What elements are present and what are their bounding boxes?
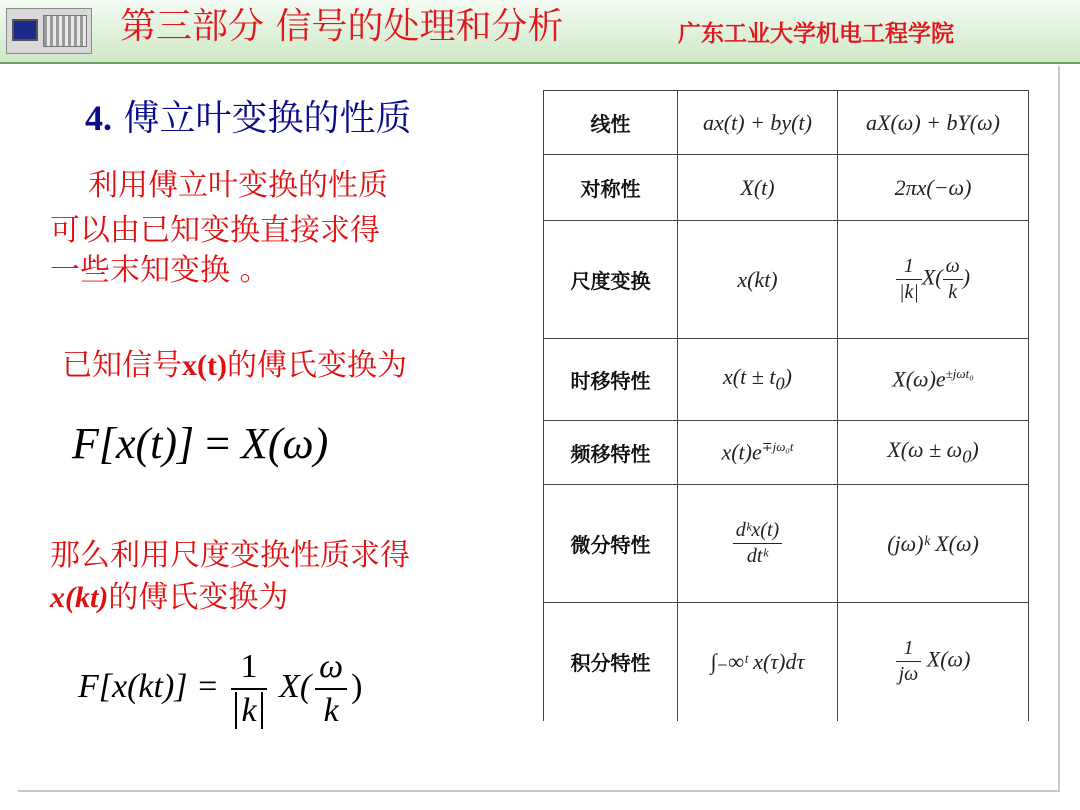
formula1-rhs: X(ω): [241, 419, 329, 468]
header-subtitle: 广东工业大学机电工程学院: [678, 21, 954, 47]
fourier-formula: [72, 418, 328, 469]
known-suffix: 的傅氏变换为: [226, 348, 407, 383]
intro-line-1: 利用傅立叶变换的性质: [88, 168, 388, 203]
row-time: X(t): [678, 155, 838, 221]
table-row: [544, 603, 1029, 721]
row-freq: $\frac{1}{j\omega}$ X(ω): [838, 603, 1029, 721]
row-freq: aX(ω) + bY(ω): [838, 91, 1029, 155]
row-name: 时移特性: [544, 339, 678, 421]
row-freq: 2πx(−ω): [838, 155, 1029, 221]
formula2-fraction: [231, 648, 266, 730]
row-freq: [838, 221, 1029, 339]
header-title: 第三部分 信号的处理和分析: [120, 6, 564, 47]
row-time: ∫₋∞ᵗ x(τ)dτ: [678, 603, 838, 721]
row-time: x(kt): [678, 221, 838, 339]
scale-omega: ω: [945, 255, 960, 277]
formula1-lhs: F[x(t)]: [72, 419, 195, 468]
scale-num: 1: [903, 255, 914, 277]
formula2-close: ): [351, 667, 363, 705]
row-name: 频移特性: [544, 421, 678, 485]
known-signal-text: [62, 345, 407, 387]
table-row: [544, 421, 1029, 485]
table-row: [544, 155, 1029, 221]
formula2-k: k: [315, 688, 347, 730]
scaling-line-1: 那么利用尺度变换性质求得: [50, 538, 410, 573]
scope-panel: [43, 15, 87, 47]
formula2-inner-fraction: [315, 648, 347, 730]
row-time: $x(t \pm t_0)$: [678, 339, 838, 421]
intro-line-3: 一些末知变换 。: [50, 253, 270, 288]
row-name: 微分特性: [544, 485, 678, 603]
scaling-line-2: [50, 577, 288, 619]
row-freq: (jω)ᵏ X(ω): [838, 485, 1029, 603]
section-title-text: 傅立叶变换的性质: [123, 98, 412, 139]
known-prefix: 已知信号: [62, 348, 182, 383]
row-time: ax(t) + by(t): [678, 91, 838, 155]
row-name: 线性: [544, 91, 678, 155]
scale-k: k: [943, 279, 963, 304]
section-title: [85, 90, 411, 141]
scaling-signal: x(kt): [50, 581, 109, 614]
table-row: [544, 221, 1029, 339]
row-time: $x(t)e^{\mp j\omega_0t}$: [678, 421, 838, 485]
oscilloscope-icon: [6, 8, 92, 54]
known-signal: x(t): [182, 349, 227, 382]
formula2-omega: ω: [319, 648, 344, 685]
row-name: 对称性: [544, 155, 678, 221]
scale-mid: X(: [921, 264, 943, 290]
scale-den: |k|: [896, 279, 922, 304]
formula1-eq: =: [205, 419, 231, 468]
row-freq: $X(\omega \pm \omega_0)$: [838, 421, 1029, 485]
header-bar: [0, 0, 1080, 64]
row-time: dᵏx(t) dtᵏ: [678, 485, 838, 603]
formula2-lhs: F[x(kt)] =: [78, 667, 219, 705]
table-row: [544, 91, 1029, 155]
formula2-den: k: [235, 692, 262, 729]
section-number: 4.: [85, 98, 112, 138]
formula2-num: 1: [240, 648, 258, 685]
table-row: [544, 339, 1029, 421]
row-name: 尺度变换: [544, 221, 678, 339]
row-freq: $X(\omega)e^{\pm j\omega t_0}$: [838, 339, 1029, 421]
scope-screen: [12, 19, 38, 41]
fourier-properties-table: [543, 90, 1029, 721]
scaling-suffix: 的傅氏变换为: [108, 580, 289, 615]
row-name: 积分特性: [544, 603, 678, 721]
scaling-formula: [78, 648, 362, 748]
table-row: [544, 485, 1029, 603]
intro-line-2: 可以由已知变换直接求得: [50, 213, 380, 248]
scale-close: ): [962, 264, 971, 290]
formula2-mid: X(: [279, 667, 312, 705]
